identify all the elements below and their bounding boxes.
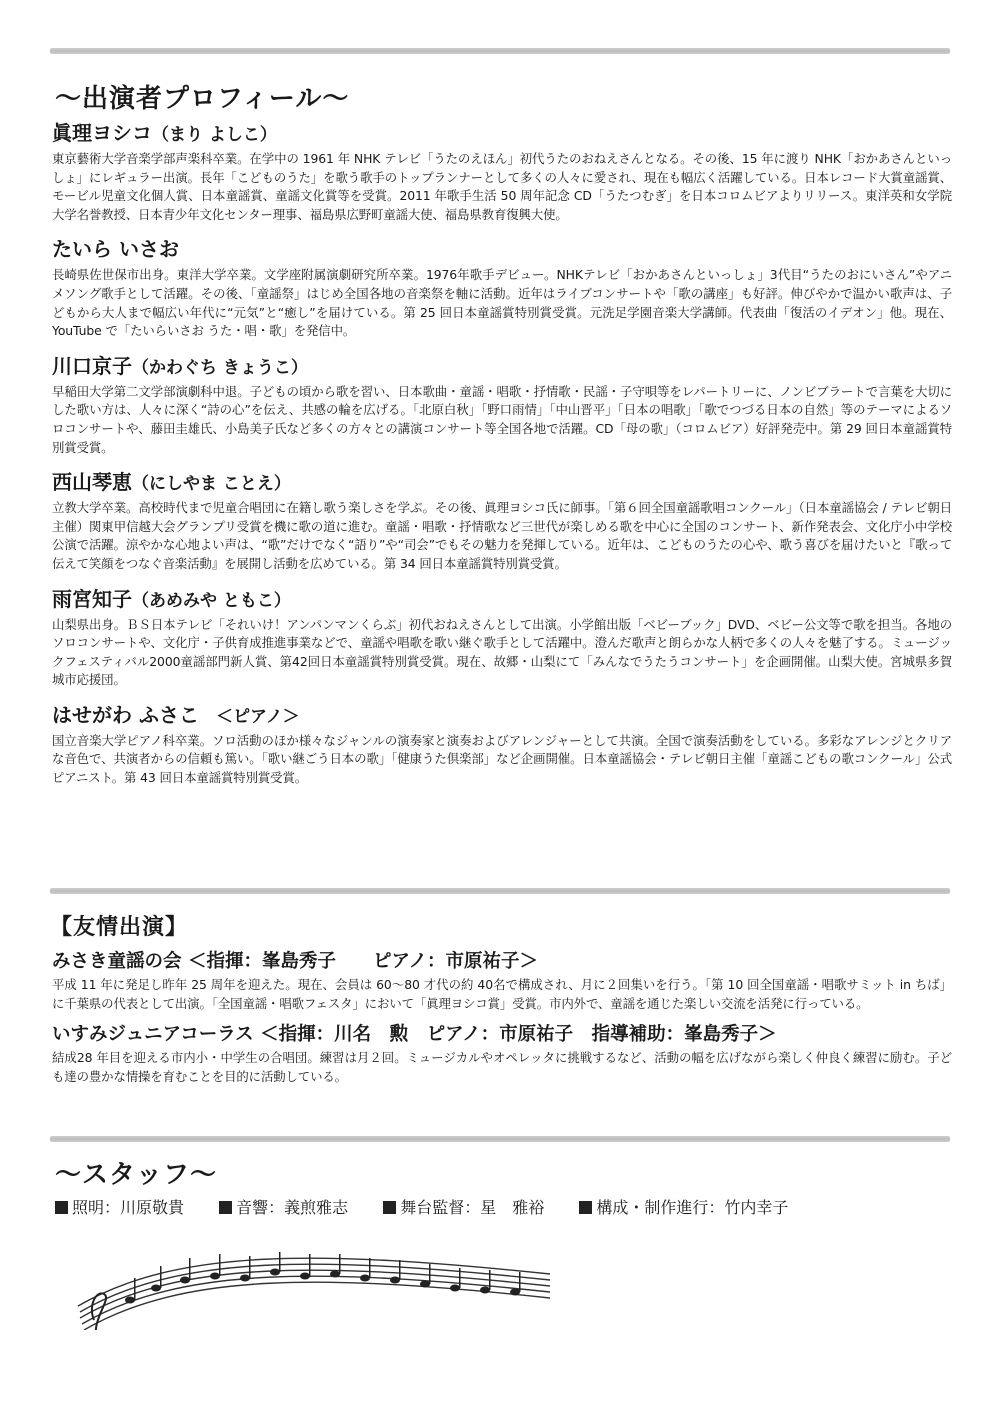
performer-reading: （あめみや ともこ） [132, 590, 291, 611]
staff-item: 舞台監督：星 雅裕 [383, 1195, 544, 1218]
middle-divider [50, 888, 950, 894]
music-staff-decoration-icon [60, 1250, 560, 1330]
square-bullet-icon [55, 1201, 68, 1214]
staff-title: 〜スタッフ〜 [55, 1160, 218, 1190]
performer-reading: ＜ピアノ＞ [198, 706, 300, 727]
performer-name: たいら いさお [52, 237, 179, 262]
group-bio: 平成 11 年に発足し昨年 25 周年を迎えた。現在、会員は 60〜80 才代の約 40名で構成され、月に２回集いを行う。「第 10 回全国童謡・唱歌サミット in ちば」に千葉県の代表として出演。「全国童謡・唱歌フェスタ」において「眞理ヨシコ賞」受賞。市内外で、童謡を通じた楽しい交流を活発に行っている。 [52, 977, 952, 1011]
performer-bio: 山梨県出身。ＢＳ日本テレビ「それいけ！アンパンマンくらぶ」初代おねえさんとして出演。小学館出版「ベビーブック」DVD、ベビー公文等で歌を担当。各地のソロコンサートや、文化庁・子供育成推進事業などで、童謡や唱歌を歌い継ぐ歌手として活躍中。澄んだ歌声と朗らかな人柄で多くの人々を魅了する。ミュージックフェスティバル2000童謡部門新人賞、第42回日本童謡賞特別賞受賞。現在、故郷・山梨にて「みんなでうたうコンサート」を企画開催。山梨大使。宮城県多賀城市応援団。 [52, 616, 952, 688]
profiles-title: 〜出演者プロフィール〜 [55, 84, 350, 114]
top-divider [50, 48, 950, 54]
performer-bio: 東京藝術大学音楽学部声楽科卒業。在学中の 1961 年 NHK テレビ「うたのえほん」初代うたのおねえさんとなる。その後、15 年に渡り NHK「おかあさんといっしょ」にレギュラー出演。長年「こどものうた」を歌う歌手のトップランナーとして多くの人々に愛され、現在も幅広く活躍している。日本レコード大賞童謡賞、モービル児童文化個人賞、日本童謡賞、童謡文化賞等を受賞。2011 年歌手生活 50 周年記念 CD「うたつむぎ」を日本コロムビアよりリリース。東洋英和女学院大学名誉教授、日本青少年文化センター理事、福島県広野町童謡大使、福島県教育復興大使。 [52, 151, 952, 222]
guest-groups [52, 950, 952, 1096]
performer-reading: （にしやま ことえ） [132, 474, 291, 495]
friends-title: 【友情出演】 [50, 915, 189, 940]
square-bullet-icon [219, 1201, 232, 1214]
profile-mari-yoshiko [52, 120, 952, 224]
staff-list [55, 1195, 945, 1218]
group-misaki-doyo [52, 950, 952, 1013]
performer-bio: 長崎県佐世保市出身。東洋大学卒業。文学座附属演劇研究所卒業。1976年歌手デビュー。NHKテレビ「おかあさんといっしょ」3代目“うたのおにいさん”やアニメソング歌手として活躍。その後、「童謡祭」はじめ全国各地の音楽祭を軸に活動。近年はライブコンサートや「歌の講座」も好評。伸びやかで温かい歌声は、子どもから大人まで幅広い年代に“元気”と“癒し”を届けている。第 25 回日本童謡賞特別賞受賞。元洗足学園音楽大学講師。代表曲「復活のイデオン」他。現在、YouTube で「たいらいさお うた・唱・歌」を発信中。 [52, 267, 952, 339]
profile-hasegawa-fusako [52, 702, 952, 788]
staff-item: 構成・制作進行：竹内幸子 [579, 1195, 788, 1218]
performer-reading: （かわぐち きょうこ） [132, 357, 308, 378]
profile-amemiya-tomoko [52, 586, 952, 690]
profiles-list [52, 120, 952, 800]
lower-divider [50, 1136, 950, 1142]
staff-item: 音響：義煎雅志 [219, 1195, 348, 1218]
staff-item: 照明：川原敬貴 [55, 1195, 184, 1218]
performer-name: 西山琴恵 [52, 470, 132, 495]
profile-nishiyama-kotoe [52, 469, 952, 573]
group-bio: 結成28 年目を迎える市内小・中学生の合唱団。練習は月２回。ミュージカルやオペレッタに挑戦するなど、活動の幅を広げながら楽しく仲良く練習に励む。子ども達の豊かな情操を育むことを目的に活動している。 [52, 1050, 952, 1084]
performer-reading: （まり よしこ） [152, 125, 277, 145]
square-bullet-icon [579, 1201, 592, 1214]
performer-bio: 早稲田大学第二文学部演劇科中退。子どもの頃から歌を習い、日本歌曲・童謡・唱歌・抒情歌・民謡・子守唄等をレパートリーに、ノンビブラートで言葉を大切にした歌い方は、人々に深く“詩の心”を伝え、共感の輪を広げる。「北原白秋」「野口雨情」「中山晋平」「日本の唱歌」「歌でつづる日本の自然」等のテーマによるソロコンサートや、藤田圭雄氏、小島美子氏など多くの方々との講演コンサート等全国各地で活躍。CD「母の歌」（コロムビア）好評発売中。第 29 回日本童謡賞特別賞受賞。 [52, 383, 952, 455]
performer-bio: 立教大学卒業。高校時代まで児童合唱団に在籍し歌う楽しさを学ぶ。その後、眞理ヨシコ氏に師事。「第６回全国童謡歌唱コンクール」（日本童謡協会 / テレビ朝日主催）関東甲信越大会グランプリ受賞を機に歌の道に進む。童謡・唱歌・抒情歌など三世代が楽しめる歌を中心に全国のコンサート、新作発表会、文化庁小中学校公演で活躍。涼やかな心地よい声は、“歌”だけでなく“語り”や“司会”でもその魅力を発揮している。近年は、こどものうたの心や、歌う喜びを届けたいと『歌って伝えて笑顔をつなぐ音楽活動』を展開し活動を広めている。第 34 回日本童謡賞特別賞受賞。 [52, 500, 952, 571]
group-name: いすみジュニアコーラス ＜指揮：川名 勲 ピアノ：市原祐子 指導補助：峯島秀子＞ [52, 1024, 777, 1046]
performer-name: 眞理ヨシコ [52, 121, 152, 145]
performer-name: 川口京子 [52, 353, 132, 378]
group-name: みさき童謡の会 ＜指揮：峯島秀子 ピアノ：市原祐子＞ [52, 951, 538, 972]
square-bullet-icon [383, 1201, 396, 1214]
group-isumi-junior-chorus [52, 1023, 952, 1086]
profile-kawaguchi-kyoko [52, 353, 952, 457]
performer-name: 雨宮知子 [52, 586, 132, 611]
performer-name: はせがわ ふさこ [52, 702, 199, 727]
profile-taira-isao [52, 236, 952, 340]
performer-bio: 国立音楽大学ピアノ科卒業。ソロ活動のほか様々なジャンルの演奏家と演奏およびアレンジャーとして共演。全国で演奏活動をしている。多彩なアレンジとクリアな音色で、共演者からの信頼も篤い。「歌い継ごう日本の歌」「健康うた倶楽部」など企画開催。日本童謡協会・テレビ朝日主催「童謡こどもの歌コンクール」公式ピアニスト。第 43 回日本童謡賞特別賞受賞。 [52, 732, 952, 786]
